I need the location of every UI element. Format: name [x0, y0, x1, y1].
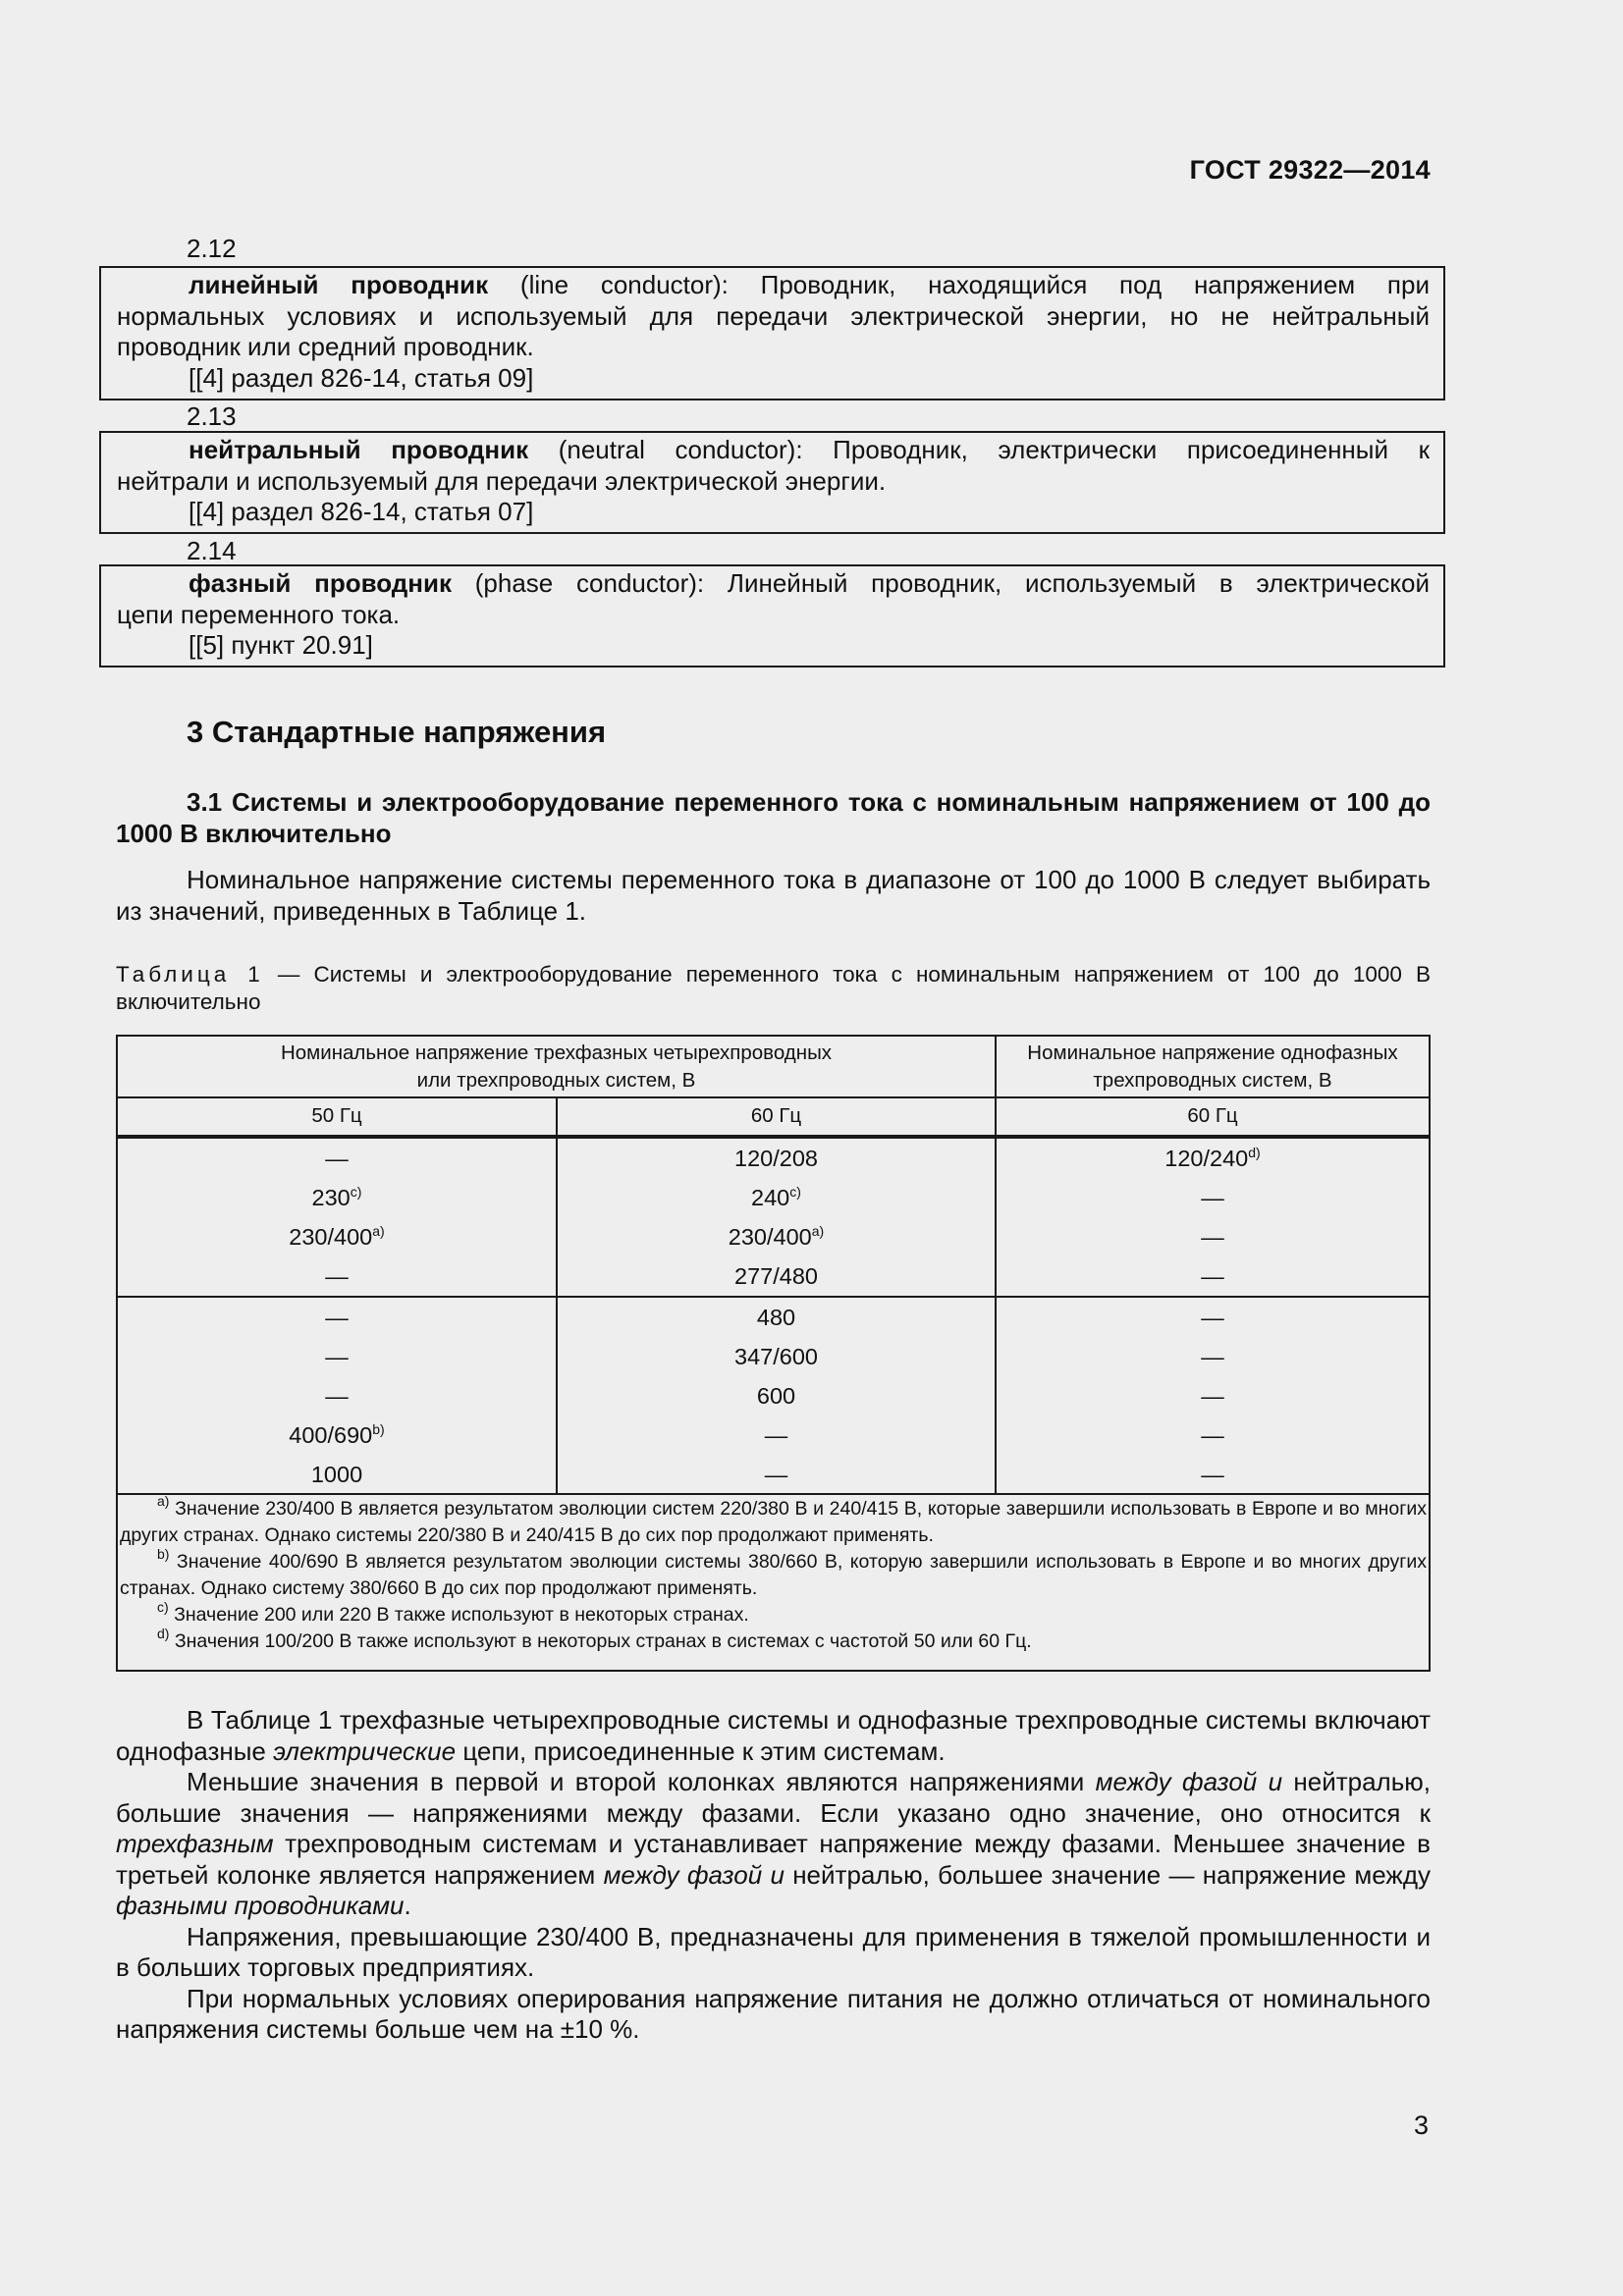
- table-header-single-phase: [997, 1040, 1429, 1095]
- voltage-table: [116, 1035, 1431, 1672]
- table-cell: —: [1201, 1344, 1224, 1369]
- term-name: нейтральный проводник: [189, 435, 529, 464]
- table-cell: 230/400$^{a)}$: [289, 1223, 385, 1250]
- table-cell: —: [325, 1263, 349, 1289]
- term-english: (neutral conductor):: [528, 435, 834, 464]
- table-caption: [116, 961, 1431, 1016]
- term-definition-line: цепи переменного тока.: [117, 599, 401, 629]
- table-cell: —: [1201, 1462, 1224, 1487]
- subsection-title: [116, 787, 1431, 849]
- intro-text: Номинальное напряжение системы переменного тока в диапазоне от 100 до 1000 В следует выбирать из значений, приведенных в Таблице 1.: [116, 865, 1431, 926]
- footnote-a: $^{a)}$ Значение 230/400 В является результатом эволюции систем 220/380 В и 240/415 В, которые завершили использовать в Европе и во многих других странах. Однако системы 220/380 В и 240/415 В до сих пор продолжают применять.: [120, 1493, 1427, 1546]
- table-cell: —: [1201, 1422, 1224, 1448]
- body-paragraph-3: Напряжения, превышающие 230/400 В, предназначены для применения в тяжелой промышленности и в больших торговых предприятиях.: [116, 1921, 1431, 1982]
- table-cell: —: [1201, 1224, 1224, 1250]
- term-name: линейный проводник: [189, 270, 489, 299]
- term-source: [[4] раздел 826-14, статья 09]: [189, 362, 534, 393]
- table-cell: —: [1201, 1263, 1224, 1289]
- subheader-60hz: 60 Гц: [750, 1104, 802, 1127]
- table-rule: [118, 1096, 1429, 1098]
- term-definition-line: нормальных условиях и используемый для передачи электрической энергии, но не нейтральный: [117, 300, 1430, 331]
- intro-paragraph: [116, 865, 1431, 927]
- table-cell: —: [325, 1344, 349, 1369]
- subheader-50hz: 50 Гц: [311, 1104, 362, 1127]
- table-cell: —: [764, 1462, 788, 1487]
- table-cell: 230$^{c)}$: [311, 1184, 362, 1210]
- table-cell: 277/480: [734, 1263, 818, 1289]
- table-header-three-phase: [118, 1040, 995, 1095]
- term-definition: Проводник, находящийся под напряжением при: [760, 270, 1430, 299]
- table-caption-text: — Системы и электрооборудование переменного тока с номинальным напряжением от 100 до 1000 В включительно: [116, 962, 1431, 1014]
- footnote-d: $^{d)}$ Значения 100/200 В также используют в некоторых странах в системах с частотой 50 или 60 Гц.: [157, 1626, 1032, 1652]
- header-text: Номинальное напряжение однофазных: [1027, 1041, 1398, 1064]
- footnote-c: $^{c)}$ Значение 200 или 220 В также используют в некоторых странах.: [157, 1599, 749, 1626]
- term-definition-line: [117, 435, 1430, 466]
- term-definition-line: нейтрали и используемый для передачи электрической энергии.: [117, 465, 887, 496]
- table-cell: —: [325, 1383, 349, 1409]
- table-cell: 600: [756, 1383, 796, 1409]
- term-definition-line: проводник или средний проводник.: [117, 332, 534, 361]
- table-cell: 1000: [310, 1462, 363, 1487]
- term-definition-box: [99, 431, 1445, 534]
- table-cell: 347/600: [734, 1344, 818, 1369]
- header-text: трехпроводных систем, В: [1093, 1069, 1332, 1092]
- header-text: Номинальное напряжение трехфазных четырехпроводных: [280, 1041, 833, 1064]
- table-cell: 400/690$^{b)}$: [289, 1421, 385, 1448]
- table-cell: 120/240$^{d)}$: [1164, 1145, 1261, 1171]
- term-definition: Проводник, электрически присоединенный к: [833, 435, 1430, 464]
- subsection-title-text: 3.1 Системы и электрооборудование переменного тока с номинальным напряжением от 100 до 1000 В включительно: [116, 787, 1431, 848]
- body-paragraph-1: В Таблице 1 трехфазные четырехпроводные системы и однофазные трехпроводные системы включают однофазные электрические цепи, присоединенные к этим системам.: [116, 1705, 1431, 1766]
- term-english: (phase conductor):: [451, 568, 728, 598]
- table-cell: 120/208: [734, 1146, 818, 1171]
- body-paragraph-4: При нормальных условиях оперирования напряжение питания не должно отличаться от номинального напряжения системы больше чем на ±10 %.: [116, 1983, 1431, 2044]
- standard-code: ГОСТ 29322—2014: [1189, 155, 1431, 185]
- table-cell: —: [1201, 1383, 1224, 1409]
- table-caption-label: Таблица 1: [116, 962, 264, 987]
- term-definition-box: [99, 564, 1445, 667]
- term-definition-line: [117, 568, 1430, 600]
- header-text: или трехпроводных систем, В: [416, 1069, 696, 1092]
- term-number: 2.14: [187, 536, 237, 565]
- term-name: фазный проводник: [189, 568, 452, 598]
- term-definition: Линейный проводник, используемый в электрической: [727, 568, 1431, 598]
- table-cell: —: [1201, 1185, 1224, 1210]
- table-cell: 240$^{c)}$: [751, 1184, 801, 1210]
- body-text: [116, 1705, 1431, 2046]
- term-source: [[4] раздел 826-14, статья 07]: [189, 497, 534, 526]
- term-number: 2.13: [187, 401, 237, 431]
- page-number: 3: [1413, 2110, 1429, 2140]
- term-number: 2.12: [187, 234, 237, 263]
- term-english: (line conductor):: [488, 270, 761, 299]
- term-definition-box: [99, 266, 1445, 400]
- table-cell: 230/400$^{a)}$: [728, 1223, 825, 1250]
- subheader-60hz: 60 Гц: [1187, 1104, 1238, 1127]
- table-cell: 480: [756, 1305, 796, 1330]
- table-cell: —: [325, 1305, 349, 1330]
- term-definition-line: [117, 270, 1430, 301]
- table-footnotes: [120, 1493, 1427, 1655]
- body-paragraph-2: Меньшие значения в первой и второй колонках являются напряжениями между фазой и нейтралью, большие значения — напряжениями между фазами. Если указано одно значение, оно относится к трехфазным трехпроводным системам и устанавливает напряжение между фазами. Меньшее значение в третьей колонке является напряжением между фазой и нейтралью, большее значение — напряжение между фазными проводниками.: [116, 1767, 1431, 1920]
- term-source: [[5] пункт 20.91]: [189, 630, 373, 660]
- table-cell: —: [1201, 1305, 1224, 1330]
- table-cell: —: [764, 1422, 788, 1448]
- table-cell: —: [325, 1146, 349, 1171]
- footnote-b: $^{b)}$ Значение 400/690 В является результатом эволюции системы 380/660 В, которую завершили использовать в Европе и во многих других странах. Однако систему 380/660 В до сих пор продолжают применять.: [120, 1546, 1427, 1599]
- section-title: 3 Стандартные напряжения: [187, 715, 607, 749]
